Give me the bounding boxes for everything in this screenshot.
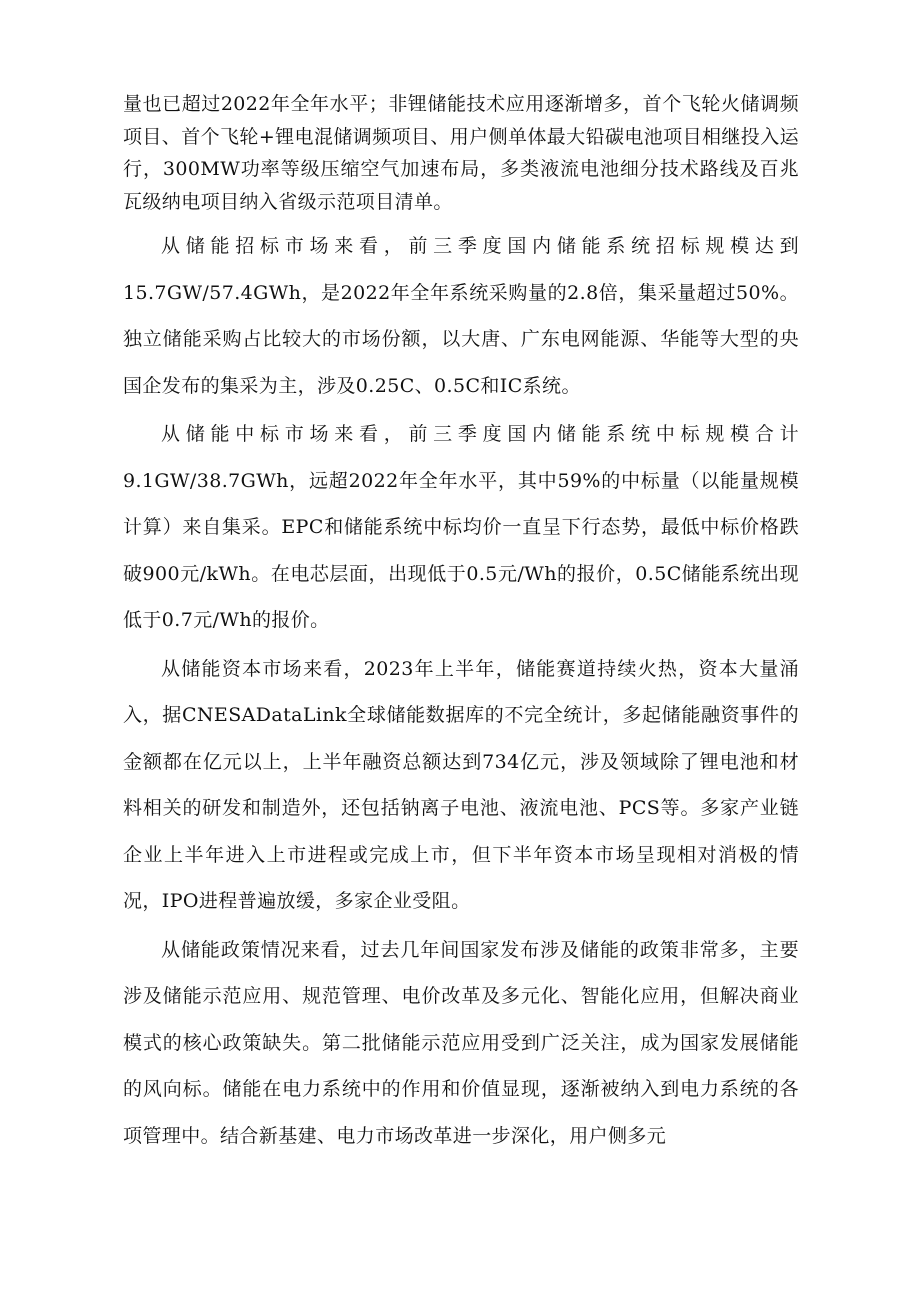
paragraph-winning-bid-market: 从储能中标市场来看，前三季度国内储能系统中标规模合计9.1GW/38.7GWh，远超2022年全年水平，其中59%的中标量（以能量规模计算）来自集采。EPC和储能系统中标均价一直呈下行态势，最低中标价格跌破900元/kWh。在电芯层面，出现低于0.5元/Wh的报价，0.5C储能系统出现低于0.7元/Wh的报价。 [123,423,799,631]
paragraph-bidding-market: 从储能招标市场来看，前三季度国内储能系统招标规模达到15.7GW/57.4GWh，是2022年全年系统采购量的2.8倍，集采量超过50%。独立储能采购占比较大的市场份额，以大唐、广东电网能源、华能等大型的央国企发布的集采为主，涉及0.25C、0.5C和IC系统。 [123,235,799,397]
paragraph-policy: 从储能政策情况来看，过去几年间国家发布涉及储能的政策非常多，主要涉及储能示范应用、规范管理、电价改革及多元化、智能化应用，但解决商业模式的核心政策缺失。第二批储能示范应用受到广泛关注，成为国家发展储能的风向标。储能在电力系统中的作用和价值显现，逐渐被纳入到电力系统的各项管理中。结合新基建、电力市场改革进一步深化，用户侧多元 [123,938,799,1147]
paragraph-continuation: 量也已超过2022年全年水平；非锂储能技术应用逐渐增多，首个飞轮火储调频项目、首个飞轮+锂电混储调频项目、用户侧单体最大铅碳电池项目相继投入运行，300MW功率等级压缩空气加速布局，多类液流电池细分技术路线及百兆瓦级纳电项目纳入省级示范项目清单。 [123,93,799,213]
document-body [123,88,799,1159]
paragraph-capital-market: 从储能资本市场来看，2023年上半年，储能赛道持续火热，资本大量涌入，据CNESADataLink全球储能数据库的不完全统计，多起储能融资事件的金额都在亿元以上，上半年融资总额达到734亿元，涉及领域除了锂电池和材料相关的研发和制造外，还包括钠离子电池、液流电池、PCS等。多家产业链企业上半年进入上市进程或完成上市，但下半年资本市场呈现相对消极的情况，IPO进程普遍放缓，多家企业受阻。 [123,657,799,912]
